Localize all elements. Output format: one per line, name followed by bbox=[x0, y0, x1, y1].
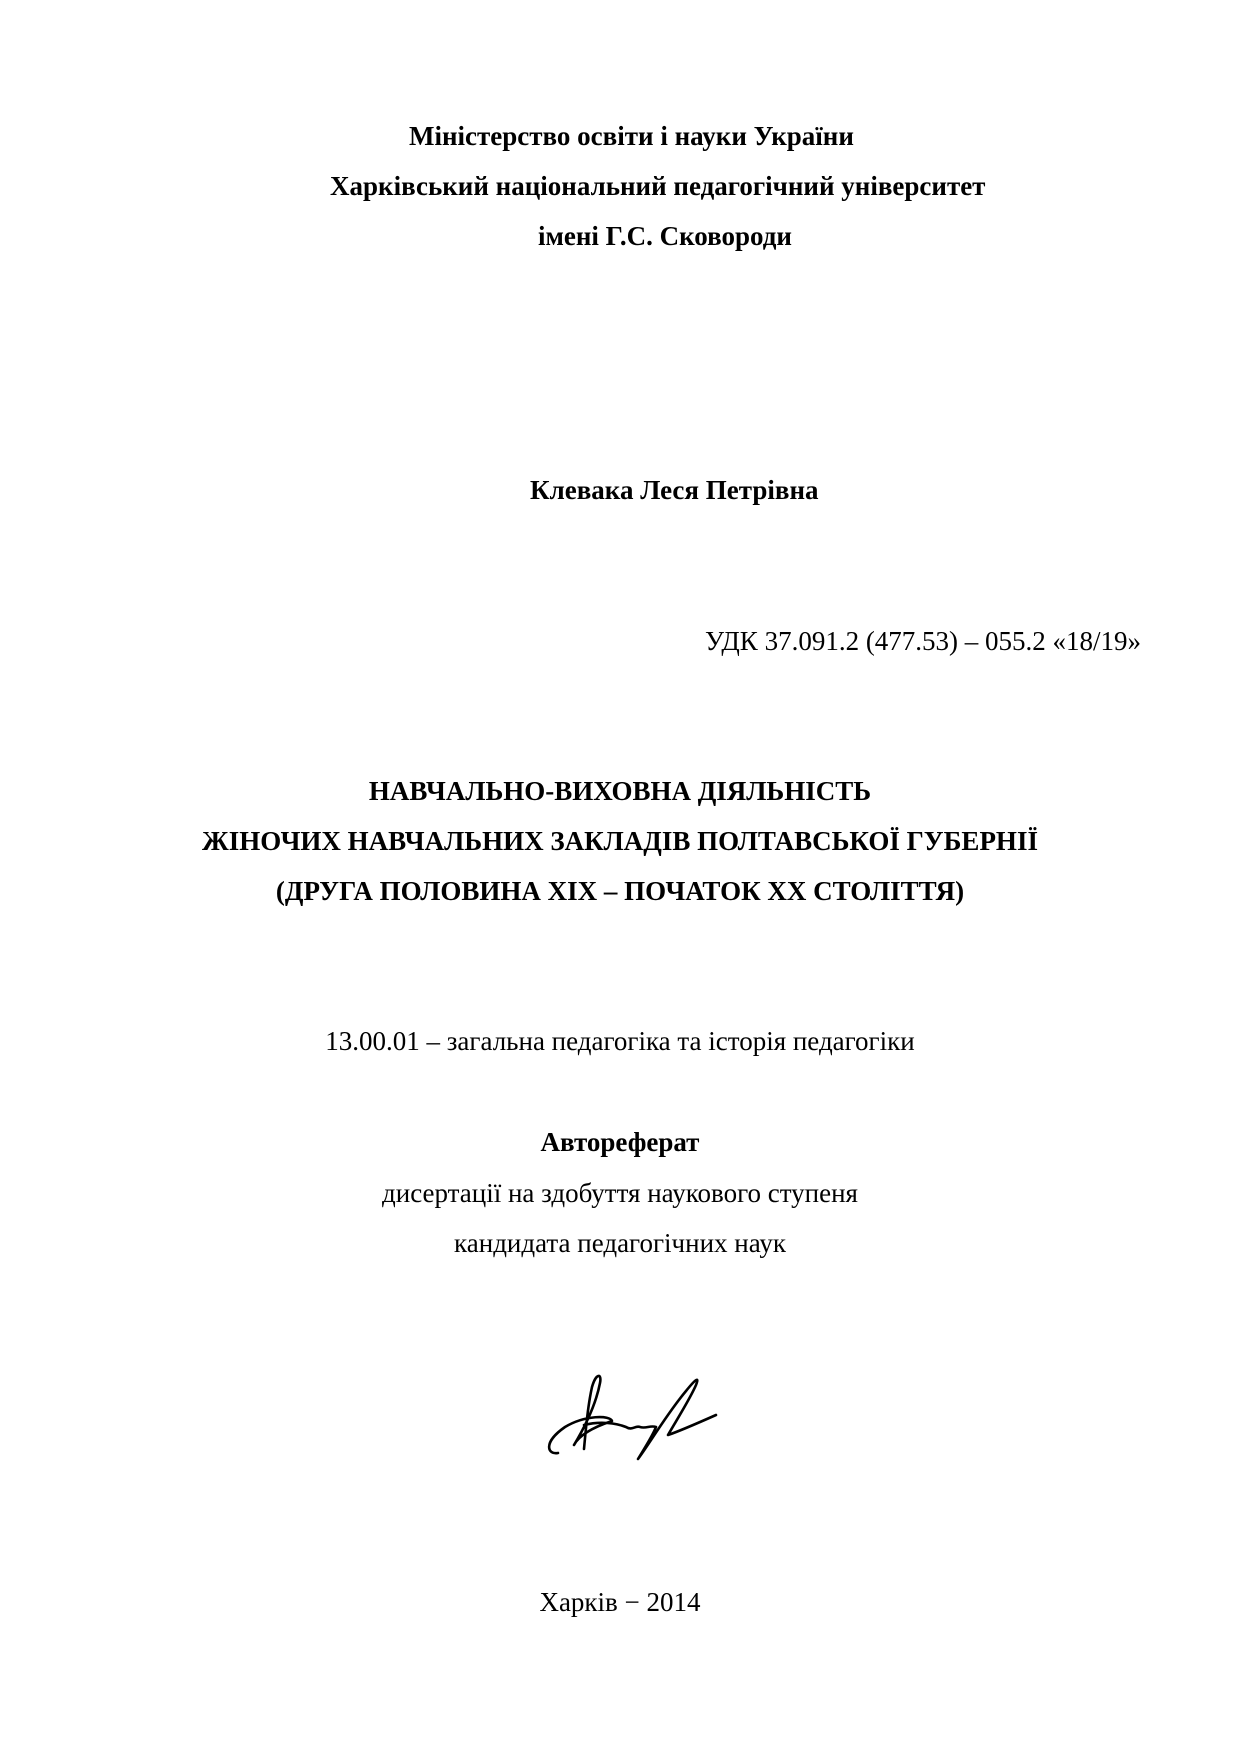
city-year: Харків − 2014 bbox=[539, 1587, 701, 1617]
thesis-title-line-1: НАВЧАЛЬНО-ВИХОВНА ДІЯЛЬНІСТЬ bbox=[368, 776, 872, 806]
university-name: Харківський національний педагогічний університет bbox=[330, 171, 986, 201]
degree-line-1: дисертації на здобуття наукового ступеня bbox=[382, 1178, 858, 1208]
author-name: Клевака Леся Петрівна bbox=[530, 475, 819, 505]
specialty-code: 13.00.01 – загальна педагогіка та історія педагогіки bbox=[325, 1026, 915, 1056]
ministry-name: Міністерство освіти і науки України bbox=[409, 121, 854, 151]
document-type: Автореферат bbox=[540, 1127, 700, 1157]
degree-line-2: кандидата педагогічних наук bbox=[454, 1228, 786, 1258]
university-named-after: імені Г.С. Сковороди bbox=[538, 221, 792, 251]
udc-code: УДК 37.091.2 (477.53) – 055.2 «18/19» bbox=[705, 626, 1142, 656]
thesis-title-line-3: (ДРУГА ПОЛОВИНА XIX – ПОЧАТОК XX СТОЛІТТЯ) bbox=[275, 876, 965, 906]
thesis-title-line-2: ЖІНОЧИХ НАВЧАЛЬНИХ ЗАКЛАДІВ ПОЛТАВСЬКОЇ ГУБЕРНІЇ bbox=[202, 826, 1038, 856]
signature-image bbox=[540, 1365, 740, 1465]
signature-stroke-main bbox=[549, 1376, 716, 1459]
